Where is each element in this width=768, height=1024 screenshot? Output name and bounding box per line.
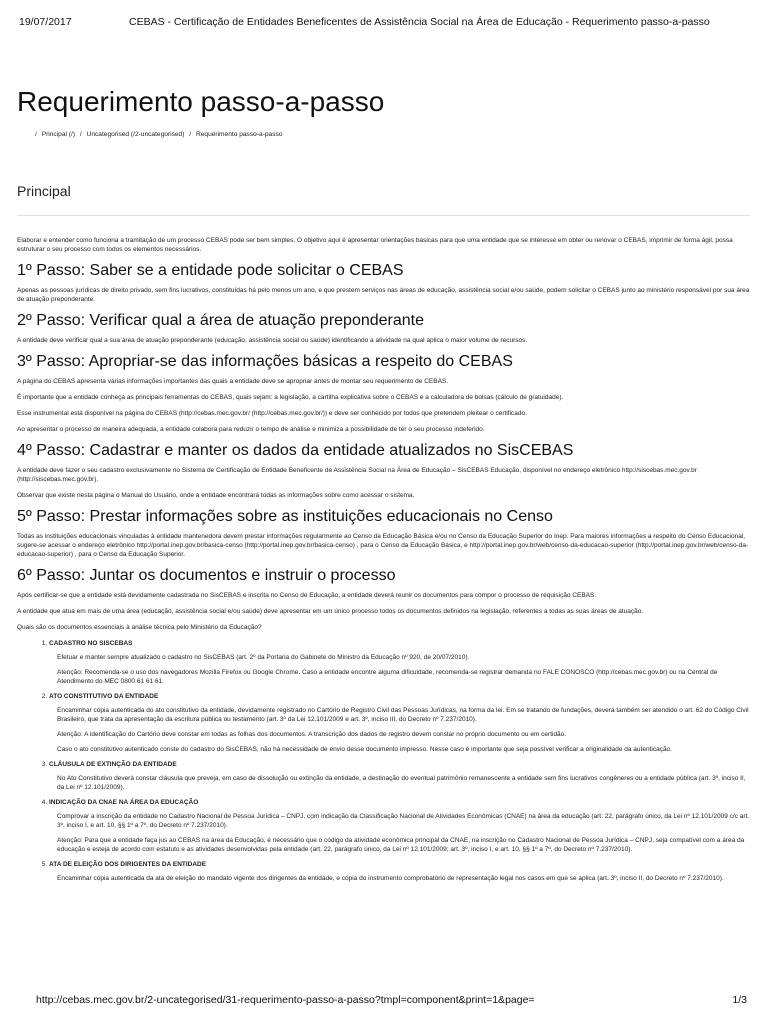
step-heading: 3º Passo: Apropriar-se das informações básicas a respeito do CEBAS [17,353,513,370]
document-item-paragraph: Efetuar e manter sempre atualizado o cadastro no SisCEBAS (art. 2º da Portaria do Gabinete do Ministro da Educação nº 920, de 20/07/2010). [57,654,470,661]
step-paragraph: Todas as instituições educacionais vinculadas à entidade mantenedora devem prestar informações regularmente ao Censo da Educação Básica e/ou no Censo da Educação Superior do Inep. Para maiores informações a respeito do Censo Educacional, sugere-se acessar o endereço eletrônico http://portal.inep.gov.br/basica-censo (http://portal.inep.gov.br/basica-censo) , para o Censo da Educação Básica, e http://portal.inep.gov.br/web/censo-da-educacao-superior (http://portal.inep.gov.br/web/censo-da-educacao-superior) , para o Censo da Educação Superior. [17,533,749,558]
document-item-paragraph: Atenção: A identificação do Cartório deve constar em todas as folhas dos documentos. A transcrição dos dados de registro devem constar no próprio documento ou em certidão. [57,731,567,738]
intro-paragraph: Elaborar e entender como funciona a tramitação de um processo CEBAS pode ser bem simples. O objetivo aqui é apresentar orientações básicas para que uma entidade que se interesse em obter ou renovar o CEBAS, imprimir de forma ágil, possa estruturar o seu processo com todos os elementos necessários. [17,237,733,253]
document-item-title: 3. CLÁUSULA DE EXTINÇÃO DA ENTIDADE [49,761,177,768]
breadcrumb-link-principal[interactable]: Principal (/) [41,131,76,138]
document-item-paragraph: Atenção: Para que a entidade faça jus ao CEBAS na área da Educação, é necessário que o código da atividade econômica principal da CNAE, na inscrição no Cadastro Nacional de Pessoa Jurídica – CNPJ, seja compatível com a área da educação e esteja de acordo com estatuto e as atividades desenvolvidas pela entidade (art. 22, parágrafo único, da Lei nº 12.101/2009; art. 3º, inciso I, e art. 10, §§ 1º a 7º, do Decreto nº 7.237/2010). [57,837,745,853]
step-heading: 6º Passo: Juntar os documentos e instruir o processo [17,567,396,584]
document-item-paragraph: No Ato Constitutivo deverá constar cláusula que preveja, em caso de dissolução ou extinção da entidade, a destinação do eventual patrimônio remanescente a entidade sem fins lucrativos congêneres ou a entidade pública (art. 3º, inciso II, da Lei nº 12.101/2009). [57,775,746,791]
document-item [49,639,752,686]
document-item [49,760,752,792]
page-title: Requerimento passo-a-passo [17,86,385,117]
step-paragraph: A entidade deve fazer o seu cadastro exclusivamente no Sistema de Certificação de Entidade Beneficente de Assistência Social na Área de Educação – SisCEBAS Educação, disponível no endereço eletrônico http://siscebas.mec.gov.br (http://siscebas.mec.gov.br). [17,467,697,483]
document-item [49,860,752,883]
step-paragraph: Observar que existe nesta página o Manual do Usuário, onde a entidade encontrará todas as informações sobre como acessar o sistema. [17,492,415,499]
breadcrumb-current: Requerimento passo-a-passo [195,131,283,138]
documents-list [17,639,752,883]
document-item-title: 1. CADASTRO NO SISCEBAS [49,640,133,647]
step-paragraph: Quais são os documentos essenciais à análise técnica pelo Ministério da Educação? [17,624,262,631]
breadcrumb [35,131,285,138]
breadcrumb-link-uncategorised[interactable]: Uncategorised (/2-uncategorised) [86,131,185,138]
document-item-paragraph: Caso o ato constitutivo autenticado conste do cadastro do SisCEBAS, não há necessidade de envio desse documento impresso. Nesse caso é importante que seja possível verificar a originalidade da autenticação. [57,746,672,753]
print-url: http://cebas.mec.gov.br/2-uncategorised/31-requerimento-passo-a-passo?tmpl=component&print=1&page= [36,994,535,1006]
step-heading: 4º Passo: Cadastrar e manter os dados da entidade atualizados no SisCEBAS [17,442,574,459]
document-item-title: 4. INDICAÇÃO DA CNAE NA ÁREA DA EDUCAÇÃO [49,799,199,806]
document-item-title: 2. ATO CONSTITUTIVO DA ENTIDADE [49,693,159,700]
print-date: 19/07/2017 [19,16,72,28]
step-heading: 5º Passo: Prestar informações sobre as instituições educacionais no Censo [17,508,553,525]
print-doc-title: CEBAS - Certificação de Entidades Beneficentes de Assistência Social na Área de Educação - Requerimento passo-a-passo [129,16,710,28]
divider [17,215,750,216]
breadcrumb-separator: / [35,131,37,138]
document-item-title: 5. ATA DE ELEIÇÃO DOS DIRIGENTES DA ENTIDADE [49,861,207,868]
page-counter: 1/3 [732,994,747,1006]
step-heading: 2º Passo: Verificar qual a área de atuação preponderante [17,312,425,329]
document-item-paragraph: Encaminhar cópia autenticada da ata de eleição do mandato vigente dos dirigentes da entidade, e cópia do instrumento comprobatório de representação legal nos casos em que se aplica (art. 3º, inciso II, do Decreto nº 7.237/2010). [57,875,724,882]
print-header [19,16,749,30]
document-item-paragraph: Comprovar a inscrição da entidade no Cadastro Nacional de Pessoa Jurídica – CNPJ, com indicação da Classificação Nacional de Atividades Econômicas (CNAE) na área da educação (art. 22, parágrafo único, da Lei nº 12.101/2009 c/c art. 3º, inciso I, e art. 10, §§ 1º a 7º, do Decreto nº 7.237/2010). [57,813,750,829]
step-heading: 1º Passo: Saber se a entidade pode solicitar o CEBAS [17,262,404,279]
document-item [49,692,752,754]
step-paragraph: A entidade deve verificar qual a sua área de atuação preponderante (educação, assistência social ou saúde) identificando a atividade na qual aplica o maior volume de recursos. [17,337,528,344]
step-paragraph: É importante que a entidade conheça as principais ferramentas do CEBAS, quais sejam: a legislação, a cartilha explicativa sobre o CEBAS e a calculadora de bolsas (cálculo de gratuidade). [17,394,564,401]
breadcrumb-separator: / [189,131,192,138]
breadcrumb-separator: / [79,131,82,138]
document-item [49,798,752,854]
step-paragraph: A página do CEBAS apresenta várias informações importantes das quais a entidade deve se apropriar antes de montar seu requerimento de CEBAS. [17,378,449,385]
step-paragraph: A entidade que atua em mais de uma área (educação, assistência social e/ou saúde) deve apresentar em um único processo todos os documentos definidos na legislação, referentes a todas as suas áreas de atuação. [17,608,644,615]
article-body [17,236,752,889]
step-paragraph: Ao apresentar o processo de maneira adequada, a entidade colabora para reduzir o tempo de análise e minimiza a possibilidade de ter o seu processo indeferido. [17,426,485,433]
step-paragraph: Após certificar-se que a entidade está devidamente cadastrada no SisCEBAS e inscrita no Censo de Educação, a entidade deverá reunir os documentos para compor o processo de requisição CEBAS. [17,592,597,599]
step-paragraph: Apenas as pessoas jurídicas de direito privado, sem fins lucrativos, constituídas há pelo menos um ano, e que prestem serviços nas áreas de educação, assistência social e/ou saúde, podem solicitar o CEBAS junto ao ministério responsável por sua área de atuação preponderante. [17,287,750,303]
step-paragraph: Esse instrumental está disponível na página do CEBAS (http://cebas.mec.gov.br/ (http://cebas.mec.gov.br/)) e deve ser conhecido por todos que pretendem pleitear o certificado. [17,410,527,417]
document-item-paragraph: Encaminhar cópia autenticada do ato constitutivo da entidade, devidamente registrado no Cartório de Registro Civil das Pessoas Jurídicas, na forma da lei. Em se tratando de fundações, deverá também ser atendido o art. 62 do Código Civil Brasileiro, que trata da apresentação da escritura pública ou testamento (art. 3º da Lei 12.101/2009 e art. 3º, inciso III, do Decreto nº 7.237/2010). [57,707,749,723]
section-title: Principal [17,183,71,199]
document-item-paragraph: Atenção: Recomenda-se o uso dos navegadores Mozilla Firefox ou Google Chrome. Caso a entidade encontre alguma dificuldade, recomenda-se registrar demanda no FALE CONOSCO (http://cebas.mec.gov.br) ou na Central de Atendimento do MEC 0800 61 61 61. [57,669,718,685]
